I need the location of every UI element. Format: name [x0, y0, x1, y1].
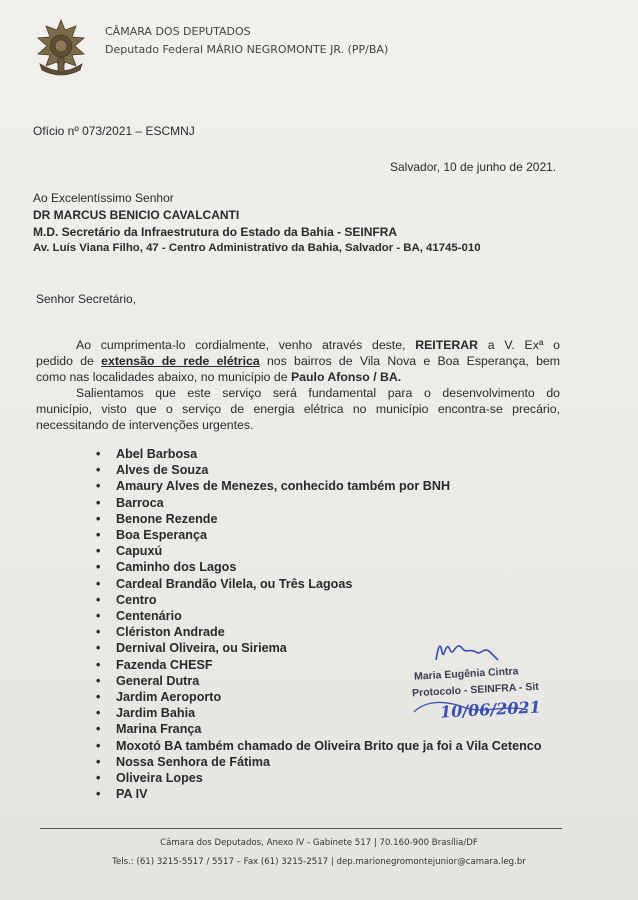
locality-item: • Oliveira Lopes	[96, 770, 566, 786]
locality-item: • Amaury Alves de Menezes, conhecido também por BNH	[96, 478, 566, 494]
recipient-address: Av. Luís Viana Filho, 47 - Centro Administrativo da Bahia, Salvador - BA, 41745-010	[33, 242, 481, 254]
locality-item: • Clériston Andrade	[96, 624, 566, 640]
footer-address: Câmara dos Deputados, Anexo IV - Gabinete 517 | 70.160-900 Brasília/DF	[160, 838, 478, 848]
recipient-title: M.D. Secretário da Infraestrutura do Estado da Bahia - SEINFRA	[33, 225, 398, 239]
chamber-name: CÂMARA DOS DEPUTADOS	[105, 25, 251, 38]
locality-item: • Jardim Bahia	[96, 705, 566, 721]
date-line: Salvador, 10 de junho de 2021.	[390, 160, 557, 174]
locality-item: • Marina França	[96, 721, 566, 737]
body-paragraph: Ao cumprimenta-lo cordialmente, venho através deste, REITERAR a V. Exª o pedido de extensão de rede elétrica nos bairros de Vila Nova e Boa Esperança, bem como nas localidades abaixo, no município de Paulo Afonso / BA. Salientamos que este serviço será fundamental para o desenvolvimento do município, visto que o serviço de energia elétrica no município encontra-se precário, necessitando de intervenções urgentes.	[36, 338, 561, 432]
deputy-name: Deputado Federal MÁRIO NEGROMONTE JR. (PP/BA)	[105, 43, 389, 56]
locality-list	[96, 446, 566, 802]
locality-item: • Nossa Senhora de Fátima	[96, 754, 566, 770]
locality-item: • Boa Esperança	[96, 527, 566, 543]
locality-item: • Centenário	[96, 608, 566, 624]
locality-item: • General Dutra	[96, 673, 566, 689]
locality-item: • Benone Rezende	[96, 511, 566, 527]
locality-item: • Caminho dos Lagos	[96, 559, 566, 575]
locality-item: • Jardim Aeroporto	[96, 689, 566, 705]
stamp-name: Maria Eugênia Cintra	[413, 665, 519, 683]
footer-contacts: Tels.: (61) 3215-5517 / 5517 – Fax (61) 3215-2517 | dep.marionegromontejunior@camara.leg.br	[112, 857, 526, 867]
locality-item: • PA IV	[96, 786, 566, 802]
stamp-date: 10/06/2021	[439, 697, 542, 722]
stamp-office: Protocolo - SEINFRA - Sit	[411, 680, 540, 700]
recipient-name: DR MARCUS BENICIO CAVALCANTI	[33, 208, 240, 222]
locality-item: • Abel Barbosa	[96, 446, 566, 462]
greeting: Senhor Secretário,	[36, 292, 137, 306]
recipient-salutation: Ao Excelentíssimo Senhor	[33, 191, 174, 205]
locality-item: • Alves de Souza	[96, 462, 566, 478]
footer-divider	[40, 828, 562, 829]
locality-item: • Capuxú	[96, 543, 566, 559]
protocol-stamp	[406, 630, 556, 725]
locality-item: • Centro	[96, 592, 566, 608]
document-reference: Ofício nº 073/2021 – ESCMNJ	[33, 124, 195, 138]
locality-item: • Barroca	[96, 495, 566, 511]
locality-item: • Dernival Oliveira, ou Siriema	[96, 640, 566, 656]
locality-item: • Fazenda CHESF	[96, 657, 566, 673]
locality-item: • Moxotó BA também chamado de Oliveira Brito que ja foi a Vila Cetenco	[96, 738, 566, 754]
coat-of-arms-icon	[30, 18, 92, 80]
locality-item: • Cardeal Brandão Vilela, ou Três Lagoas	[96, 576, 566, 592]
